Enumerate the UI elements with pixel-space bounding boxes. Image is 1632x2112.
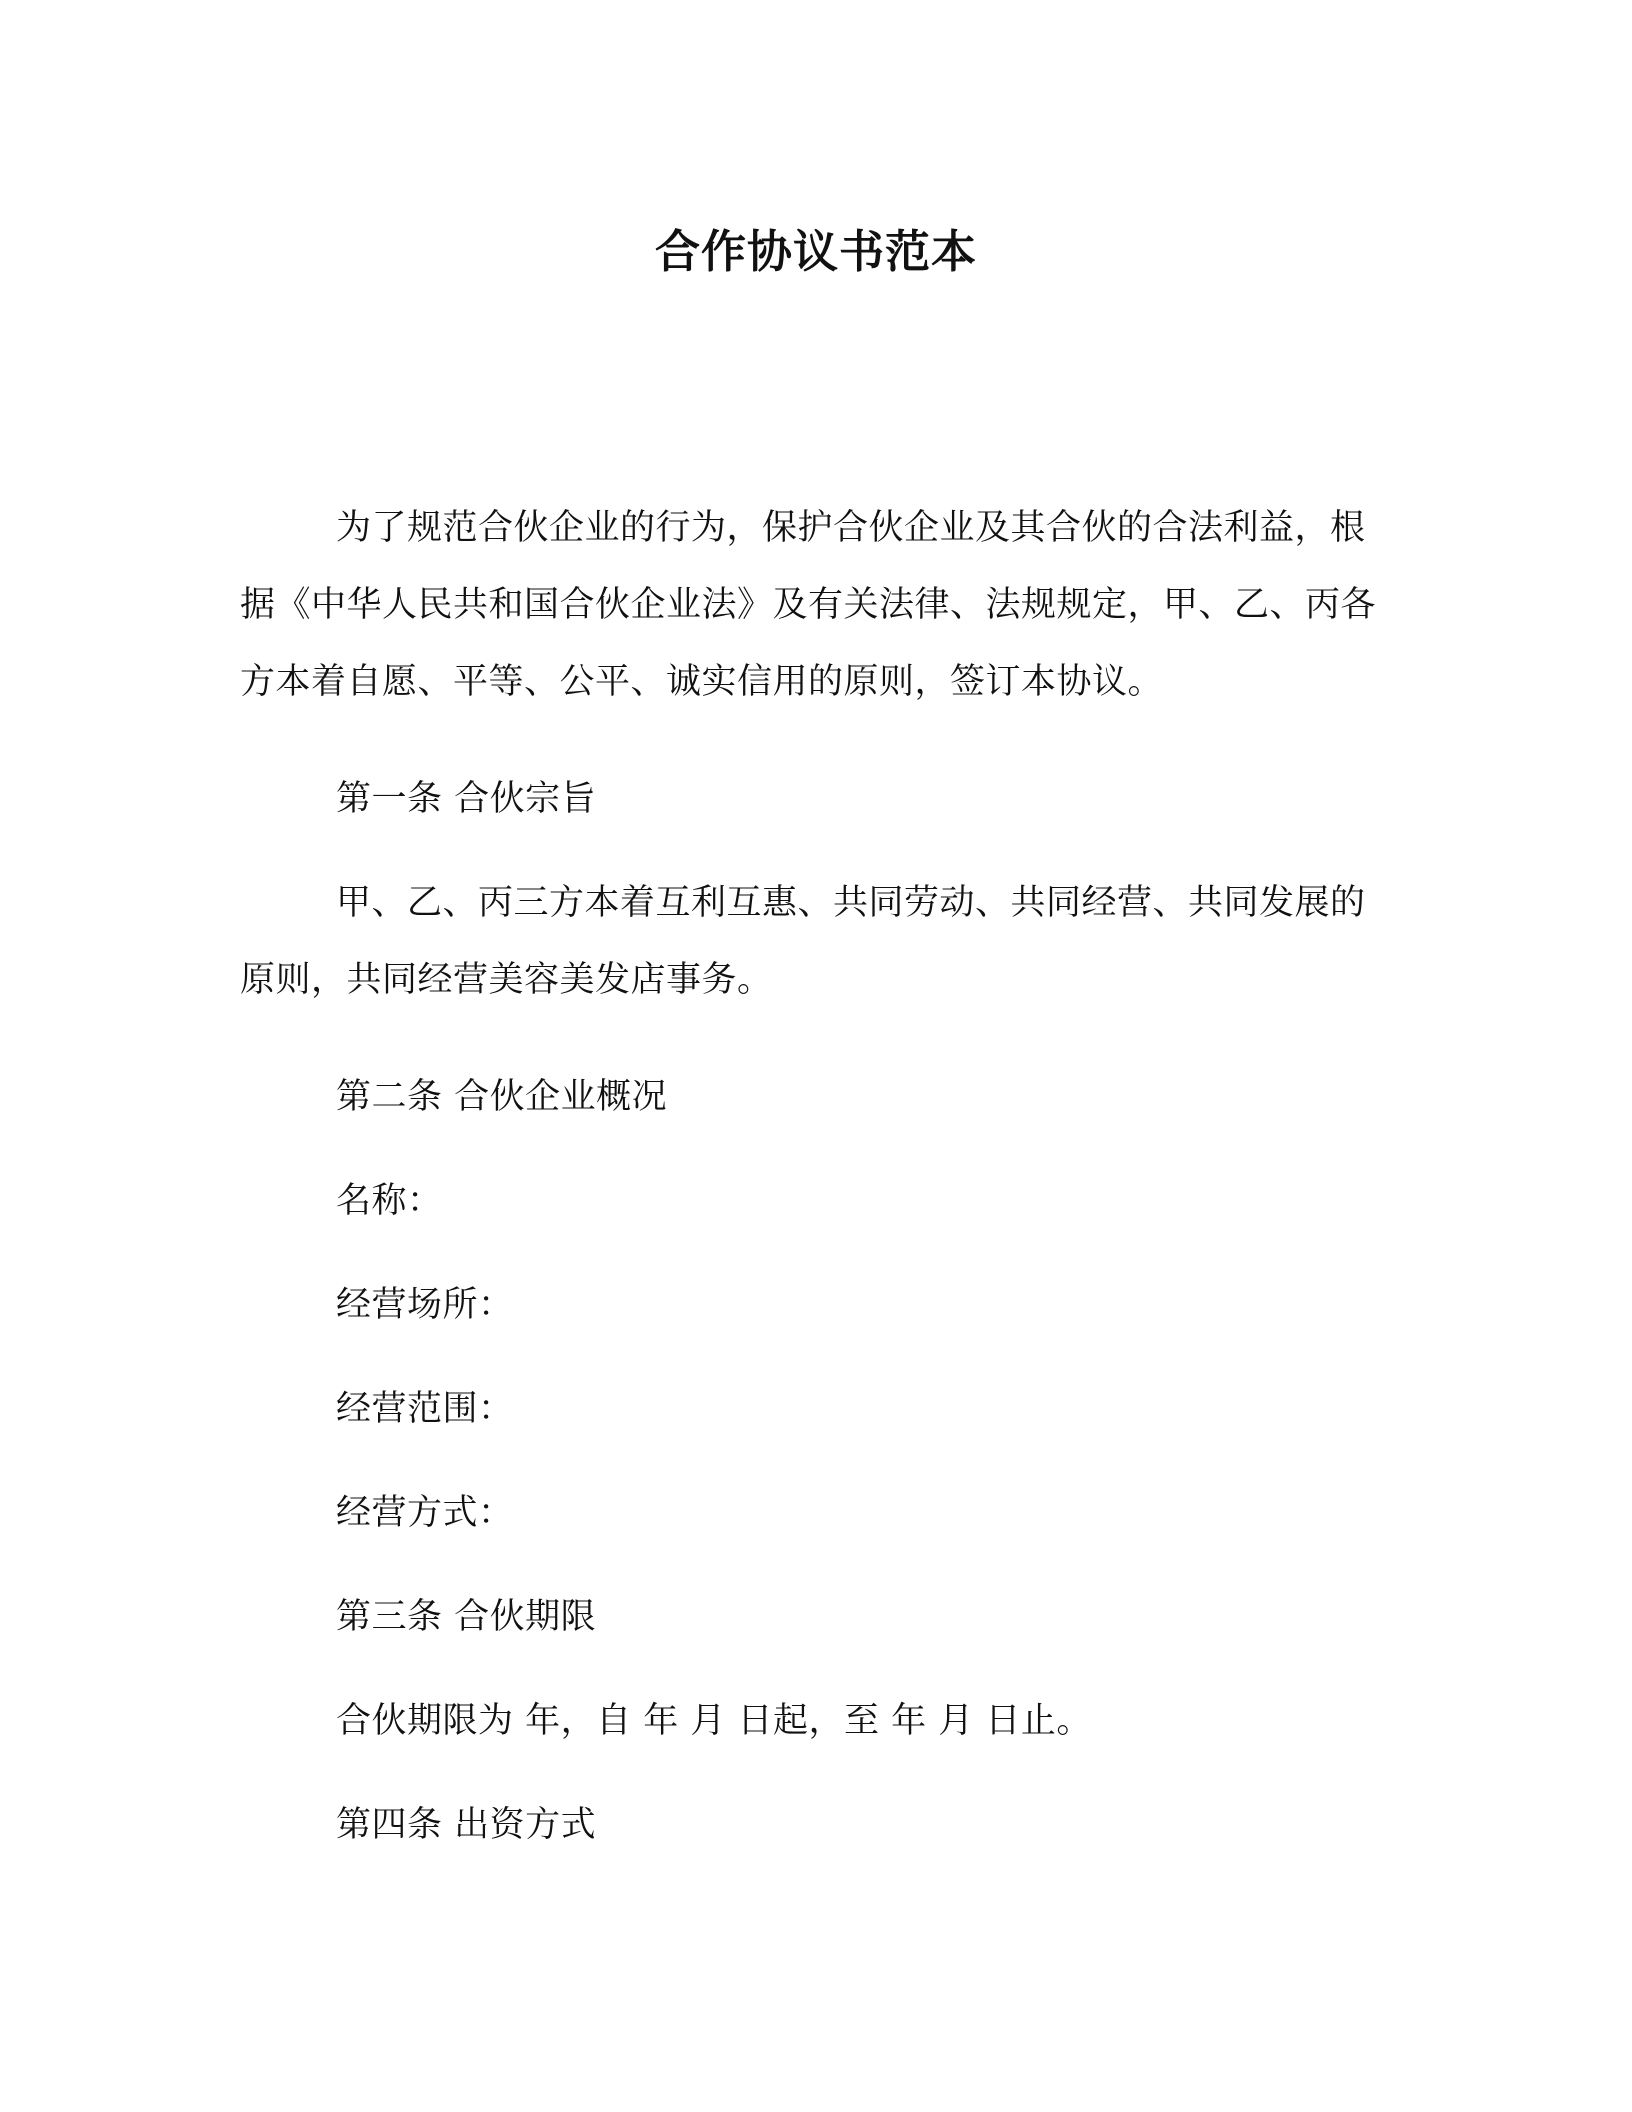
document-title: 合作协议书范本 [654,225,977,278]
field-business-mode-label: 经营方式： [336,1493,514,1533]
article-3-paragraph: 合伙期限为 年，自 年 月 日起，至 年 月 日止。 [336,1701,1092,1741]
preamble-paragraph: 为了规范合伙企业的行为，保护合伙企业及其合伙的合法利益，根据《中华人民共和国合伙企业法》及有关法律、法规规定，甲、乙、丙各方本着自愿、平等、公平、诚实信用的原则，签订本协议。 [240,508,1377,702]
article-2-heading: 第二条 合伙企业概况 [336,1077,668,1117]
article-3-heading: 第三条 合伙期限 [336,1597,597,1637]
field-name-label: 名称： [336,1181,443,1221]
field-business-place-label: 经营场所： [336,1285,514,1325]
field-business-scope-label: 经营范围： [336,1389,514,1429]
article-4-heading: 第四条 出资方式 [336,1805,597,1845]
article-1-heading: 第一条 合伙宗旨 [336,779,597,819]
document-body [240,490,1390,1877]
article-1-paragraph: 甲、乙、丙三方本着互利互惠、共同劳动、共同经营、共同发展的原则，共同经营美容美发店事务。 [240,883,1366,1000]
